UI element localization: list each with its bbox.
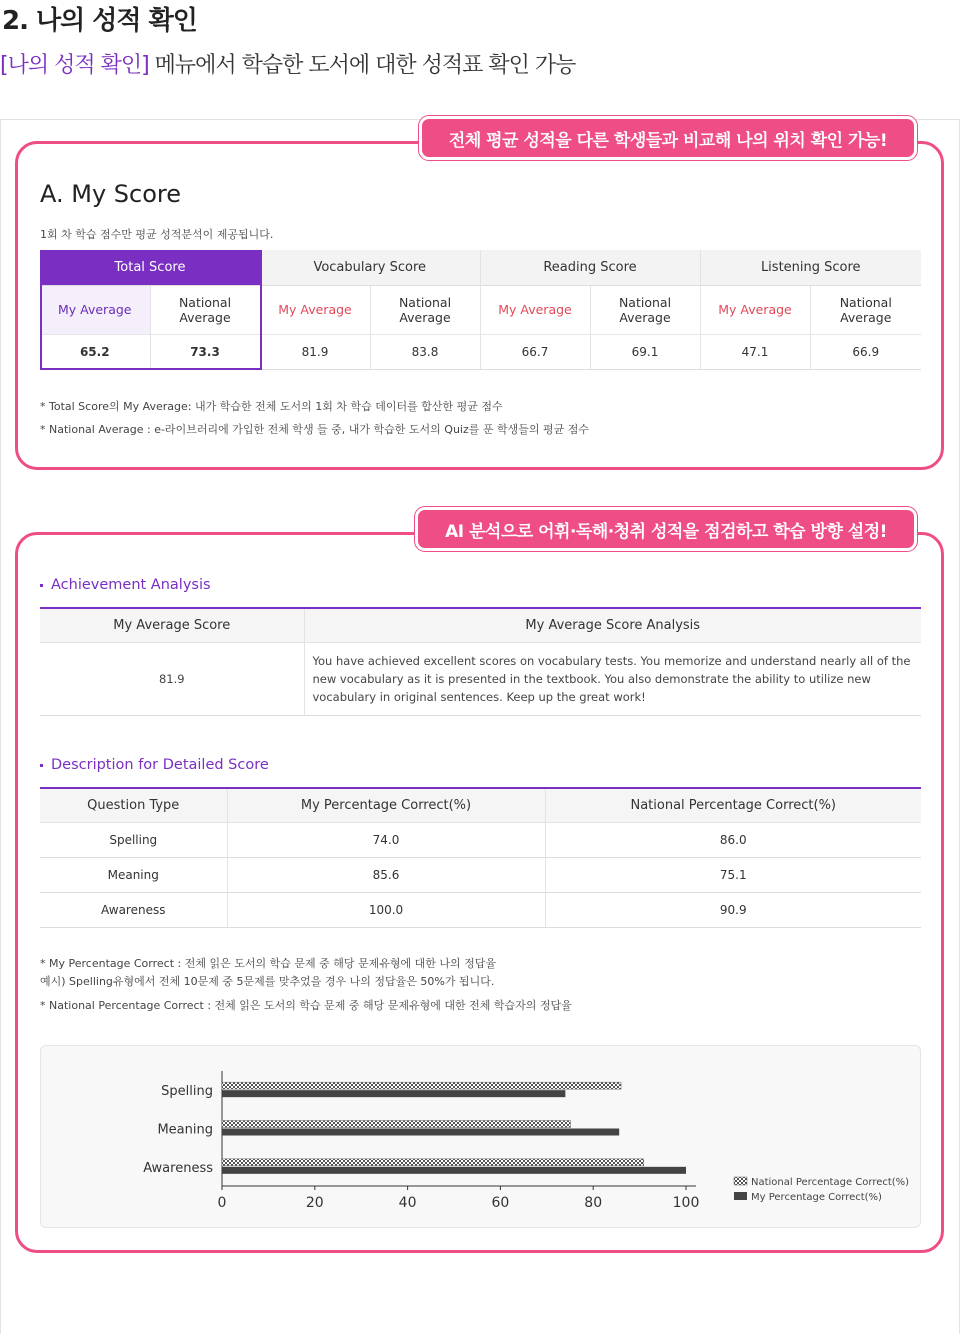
my-score-footnote-2: * National Average : e-라이브러리에 가입한 전체 학생 들 중, 내가 학습한 도서의 Quiz를 푼 학생들의 평균 점수 bbox=[40, 423, 590, 436]
detail-footnote-2: 예시) Spelling유형에서 전체 10문제 중 5문제를 맞추었을 경우 나의 정답율은 50%가 됩니다. bbox=[40, 975, 495, 988]
detail-type: Awareness bbox=[40, 892, 227, 927]
achievement-header-analysis: My Average Score Analysis bbox=[304, 608, 921, 642]
detail-header-type: Question Type bbox=[40, 788, 227, 822]
detail-header-my: My Percentage Correct(%) bbox=[227, 788, 545, 822]
section-title: 2. 나의 성적 확인 bbox=[2, 6, 197, 36]
reading-my-average-value: 66.7 bbox=[480, 334, 590, 369]
bar-national bbox=[222, 1082, 621, 1089]
detail-national-value: 75.1 bbox=[545, 857, 921, 892]
subtitle-text: 메뉴에서 학습한 도서에 대한 성적표 확인 가능 bbox=[148, 53, 576, 78]
table-row bbox=[40, 857, 921, 892]
ai-analysis-badge: AI 분석으로 어휘·독해·청취 성적을 점검하고 학습 방향 설정! bbox=[415, 507, 917, 551]
reading-national-average-value: 69.1 bbox=[590, 334, 700, 369]
x-tick-label: 0 bbox=[217, 1195, 227, 1211]
label-text: National Average bbox=[178, 294, 232, 325]
title-text: Description for Detailed Score bbox=[51, 757, 269, 773]
title-text: Achievement Analysis bbox=[51, 577, 211, 593]
reading-my-average-label: My Average bbox=[480, 285, 590, 334]
bar-my bbox=[222, 1090, 565, 1097]
reading-national-average-label bbox=[590, 285, 700, 334]
detail-type: Spelling bbox=[40, 822, 227, 857]
table-row bbox=[40, 822, 921, 857]
detail-type: Meaning bbox=[40, 857, 227, 892]
x-tick-label: 20 bbox=[305, 1195, 324, 1211]
total-national-average-label bbox=[150, 285, 260, 334]
category-label: Meaning bbox=[157, 1122, 213, 1138]
achievement-header-score: My Average Score bbox=[40, 608, 304, 642]
label-text: National Average bbox=[398, 294, 452, 325]
legend-label-national: National Percentage Correct(%) bbox=[751, 1177, 910, 1188]
section-subtitle bbox=[0, 48, 575, 79]
achievement-score-value: 81.9 bbox=[40, 642, 304, 715]
legend-label-my: My Percentage Correct(%) bbox=[751, 1192, 882, 1203]
group-vocabulary-score: Vocabulary Score bbox=[260, 250, 480, 285]
x-tick-label: 60 bbox=[491, 1195, 510, 1211]
x-tick-label: 100 bbox=[672, 1195, 700, 1211]
bar-national bbox=[222, 1121, 570, 1128]
legend-swatch-my bbox=[734, 1192, 747, 1200]
detail-my-value: 85.6 bbox=[227, 857, 545, 892]
bullet-icon bbox=[40, 584, 43, 587]
total-my-average-value: 65.2 bbox=[40, 334, 150, 369]
x-tick-label: 40 bbox=[398, 1195, 417, 1211]
my-score-footnote-1: * Total Score의 My Average: 내가 학습한 전체 도서의 1회 차 학습 데이터를 합산한 평균 점수 bbox=[40, 400, 503, 413]
detail-national-value: 86.0 bbox=[545, 822, 921, 857]
label-text: National Average bbox=[839, 294, 892, 325]
menu-name: [나의 성적 확인] bbox=[0, 53, 149, 78]
detailed-score-title bbox=[40, 757, 269, 773]
legend-swatch-national bbox=[734, 1177, 747, 1185]
vocabulary-national-average-value: 83.8 bbox=[370, 334, 480, 369]
detail-footnote-3: * National Percentage Correct : 전체 읽은 도서의 학습 문제 중 해당 문제유형에 대한 전체 학습자의 정답율 bbox=[40, 999, 572, 1012]
bar-my bbox=[222, 1167, 686, 1174]
compare-badge: 전체 평균 성적을 다른 학생들과 비교해 나의 위치 확인 가능! bbox=[419, 116, 917, 160]
category-label: Awareness bbox=[143, 1160, 213, 1176]
listening-my-average-label: My Average bbox=[700, 285, 810, 334]
listening-my-average-value: 47.1 bbox=[700, 334, 810, 369]
x-tick-label: 80 bbox=[584, 1195, 603, 1211]
table-row bbox=[40, 892, 921, 927]
my-score-title: A. My Score bbox=[40, 180, 182, 208]
category-label: Spelling bbox=[161, 1084, 213, 1100]
label-text: National Average bbox=[618, 294, 672, 325]
total-my-average-label: My Average bbox=[40, 285, 150, 334]
detailed-score-table bbox=[40, 787, 921, 928]
bullet-icon bbox=[40, 764, 43, 767]
percentage-bar-chart bbox=[41, 1046, 922, 1229]
detail-header-national: National Percentage Correct(%) bbox=[545, 788, 921, 822]
listening-national-average-label bbox=[810, 285, 921, 334]
achievement-analysis-text: You have achieved excellent scores on vocabulary tests. You memorize and understand nearly all of the new vocabulary as it is presented in the textbook. You also demonstrate the ability to utilize new vocabulary in original sentences. Keep up the great work! bbox=[304, 642, 921, 715]
detail-national-value: 90.9 bbox=[545, 892, 921, 927]
achievement-table bbox=[40, 607, 921, 716]
detail-my-value: 100.0 bbox=[227, 892, 545, 927]
bar-national bbox=[222, 1159, 644, 1166]
vocabulary-my-average-value: 81.9 bbox=[260, 334, 370, 369]
group-listening-score: Listening Score bbox=[700, 250, 921, 285]
detail-my-value: 74.0 bbox=[227, 822, 545, 857]
detail-footnote-1: * My Percentage Correct : 전체 읽은 도서의 학습 문제 중 해당 문제유형에 대한 나의 정답율 bbox=[40, 957, 496, 970]
vocabulary-my-average-label: My Average bbox=[260, 285, 370, 334]
total-national-average-value: 73.3 bbox=[150, 334, 260, 369]
achievement-analysis-title bbox=[40, 577, 211, 593]
vocabulary-national-average-label bbox=[370, 285, 480, 334]
percentage-chart bbox=[40, 1045, 921, 1228]
my-score-note: 1회 차 학습 점수만 평균 성적분석이 제공됩니다. bbox=[40, 228, 274, 241]
score-table bbox=[40, 250, 921, 370]
group-reading-score: Reading Score bbox=[480, 250, 700, 285]
listening-national-average-value: 66.9 bbox=[810, 334, 921, 369]
bar-my bbox=[222, 1129, 619, 1136]
group-total-score: Total Score bbox=[40, 250, 260, 285]
